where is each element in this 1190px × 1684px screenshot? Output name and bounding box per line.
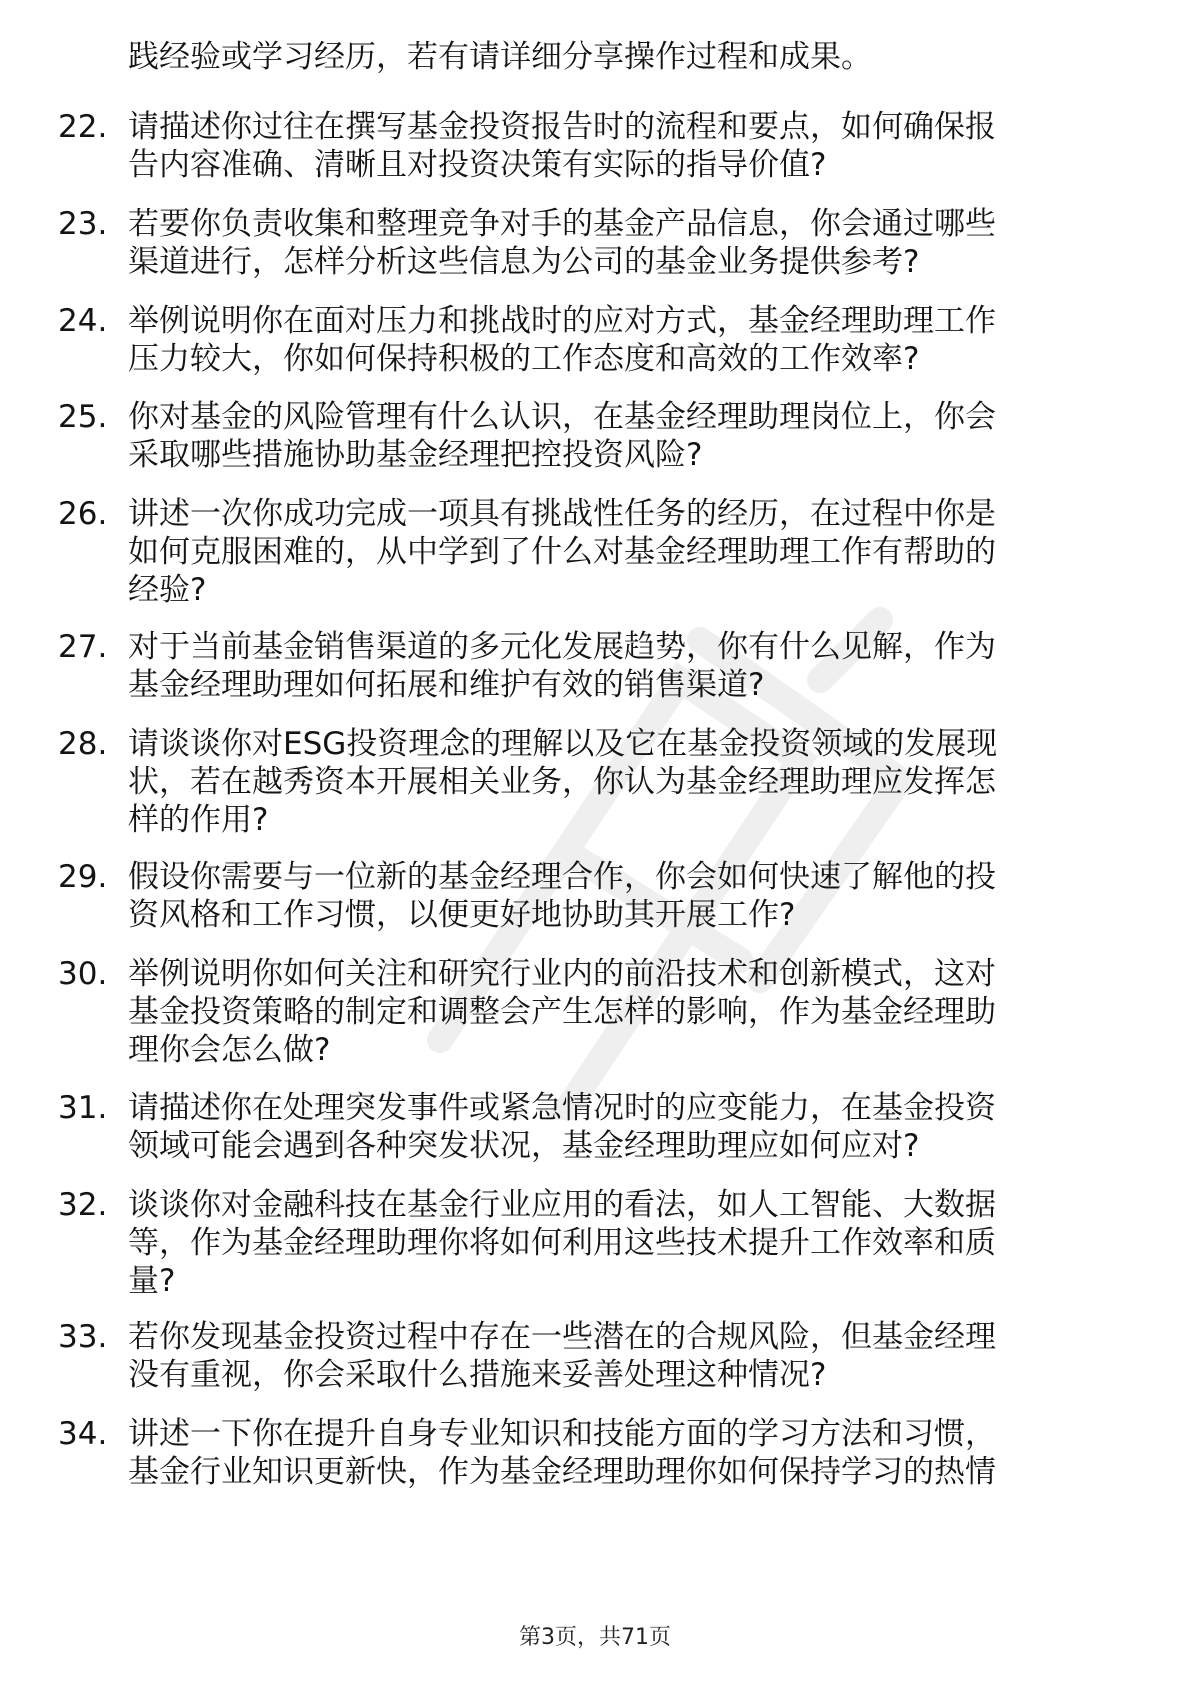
question-text	[128, 38, 1128, 76]
question-text	[128, 725, 1128, 839]
question-text	[128, 108, 1128, 184]
question-number: 27.	[58, 629, 108, 665]
question-text-line: 对于当前基金销售渠道的多元化发展趋势，你有什么见解，作为	[128, 629, 996, 665]
question-text-line: 等，作为基金经理助理你将如何利用这些技术提升工作效率和质	[128, 1225, 996, 1261]
question-text-line: 渠道进行，怎样分析这些信息为公司的基金业务提供参考?	[128, 244, 920, 280]
question-text-line: 经验?	[128, 572, 207, 608]
question-number: 26.	[58, 496, 108, 532]
question-text-line: 请描述你在处理突发事件或紧急情况时的应变能力，在基金投资	[128, 1090, 996, 1126]
question-text-line: 你对基金的风险管理有什么认识，在基金经理助理岗位上，你会	[128, 399, 996, 435]
question-text-line: 讲述一次你成功完成一项具有挑战性任务的经历，在过程中你是	[128, 496, 996, 532]
question-text	[128, 1415, 1128, 1491]
question-number: 32.	[58, 1187, 108, 1223]
question-text-line: 基金行业知识更新快，作为基金经理助理你如何保持学习的热情	[128, 1454, 996, 1490]
question-text-line: 量?	[128, 1263, 176, 1299]
question-text-line: 如何克服困难的，从中学到了什么对基金经理助理工作有帮助的	[128, 534, 996, 570]
question-text	[128, 1318, 1128, 1394]
question-text	[128, 302, 1128, 378]
question-text	[128, 955, 1128, 1069]
question-text-line: 没有重视，你会采取什么措施来妥善处理这种情况?	[128, 1357, 827, 1393]
question-number: 25.	[58, 399, 108, 435]
question-text-line: 请谈谈你对ESG投资理念的理解以及它在基金投资领域的发展现	[128, 726, 998, 762]
question-number: 34.	[58, 1416, 108, 1452]
question-text-line: 基金经理助理如何拓展和维护有效的销售渠道?	[128, 667, 765, 703]
question-text-line: 压力较大，你如何保持积极的工作态度和高效的工作效率?	[128, 341, 920, 377]
question-text-line: 若要你负责收集和整理竞争对手的基金产品信息，你会通过哪些	[128, 206, 996, 242]
question-text	[128, 1186, 1128, 1300]
question-text-line: 采取哪些措施协助基金经理把控投资风险?	[128, 437, 703, 473]
question-text	[128, 858, 1128, 934]
question-text-line: 领域可能会遇到各种突发状况，基金经理助理应如何应对?	[128, 1128, 920, 1164]
question-text-line: 告内容准确、清晰且对投资决策有实际的指导价值?	[128, 147, 827, 183]
question-text	[128, 205, 1128, 281]
question-number: 31.	[58, 1090, 108, 1126]
question-number: 30.	[58, 956, 108, 992]
question-number: 24.	[58, 303, 108, 339]
question-text-line: 若你发现基金投资过程中存在一些潜在的合规风险，但基金经理	[128, 1319, 996, 1355]
question-number: 33.	[58, 1319, 108, 1355]
question-text-line: 举例说明你在面对压力和挑战时的应对方式，基金经理助理工作	[128, 303, 996, 339]
question-number: 22.	[58, 109, 108, 145]
question-text-line: 举例说明你如何关注和研究行业内的前沿技术和创新模式，这对	[128, 956, 996, 992]
question-text-line: 状，若在越秀资本开展相关业务，你认为基金经理助理应发挥怎	[128, 764, 996, 800]
question-text-line: 理你会怎么做?	[128, 1032, 331, 1068]
question-number: 28.	[58, 726, 108, 762]
question-text-line: 谈谈你对金融科技在基金行业应用的看法，如人工智能、大数据	[128, 1187, 996, 1223]
question-text-line: 假设你需要与一位新的基金经理合作，你会如何快速了解他的投	[128, 859, 996, 895]
question-text-line: 践经验或学习经历，若有请详细分享操作过程和成果。	[128, 39, 872, 75]
question-text-line: 基金投资策略的制定和调整会产生怎样的影响，作为基金经理助	[128, 994, 996, 1030]
question-text	[128, 398, 1128, 474]
question-text	[128, 495, 1128, 609]
question-text-line: 讲述一下你在提升自身专业知识和技能方面的学习方法和习惯，	[128, 1416, 996, 1452]
question-number: 23.	[58, 206, 108, 242]
question-number: 29.	[58, 859, 108, 895]
question-text-line: 请描述你过往在撰写基金投资报告时的流程和要点，如何确保报	[128, 109, 996, 145]
question-text-line: 资风格和工作习惯，以便更好地协助其开展工作?	[128, 897, 796, 933]
question-text-line: 样的作用?	[128, 802, 269, 838]
question-text	[128, 628, 1128, 704]
page-number: 第3页，共71页	[519, 1625, 671, 1650]
question-text	[128, 1089, 1128, 1165]
